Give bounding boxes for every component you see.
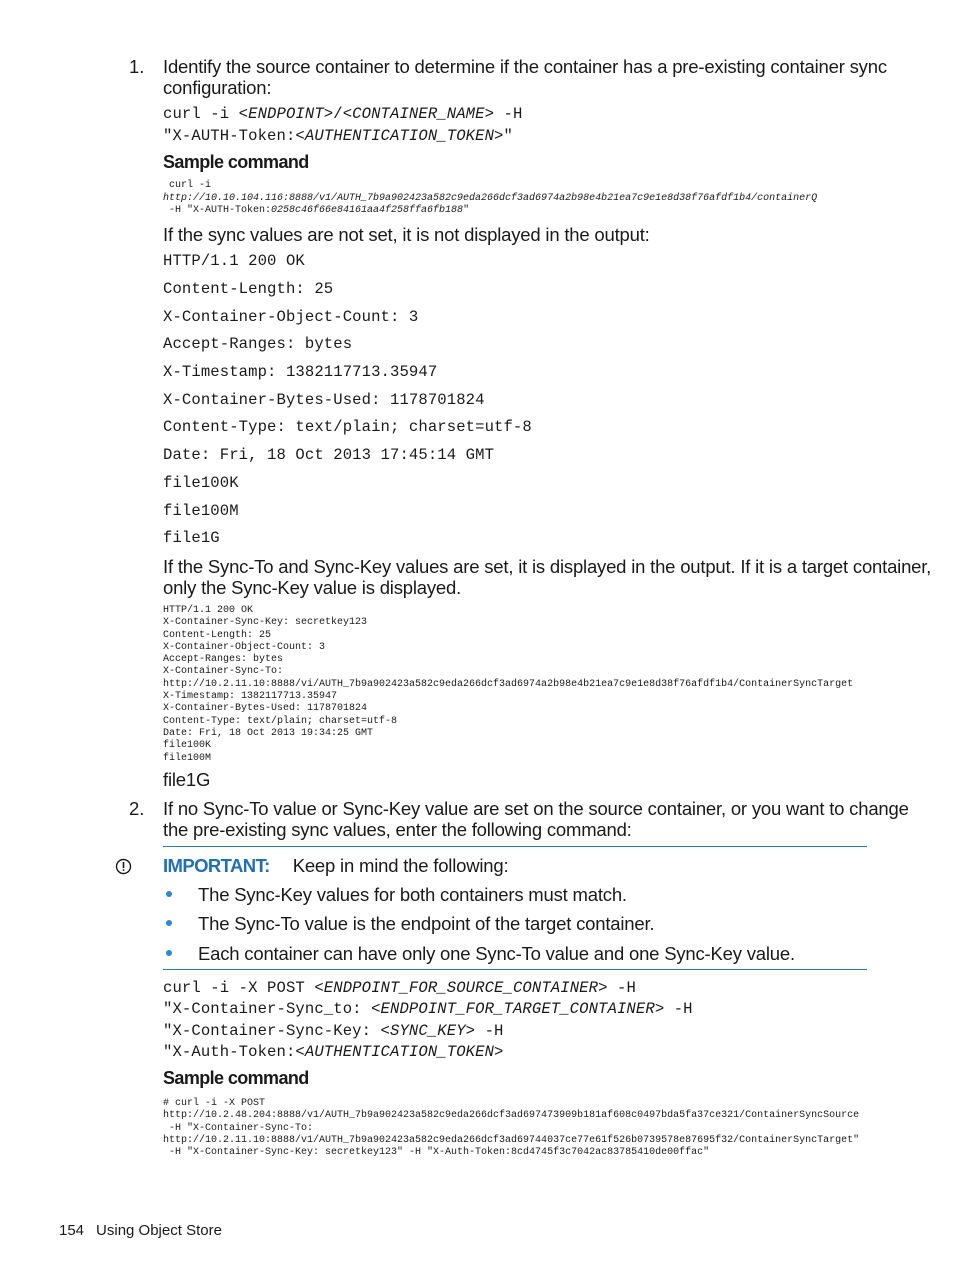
output-1-line: Content-Length: 25 [163, 280, 334, 298]
sync-set-text-line-2: only the Sync-Key value is displayed. [163, 577, 462, 598]
output-1-line: HTTP/1.1 200 OK [163, 252, 305, 270]
page-number: 154 [59, 1222, 85, 1239]
important-icon [115, 858, 132, 875]
sample-command-heading-1: Sample command [163, 152, 309, 172]
step-2-text-line-2: the pre-existing sync values, enter the following command: [163, 819, 632, 840]
output-1-line: X-Container-Object-Count: 3 [163, 308, 419, 326]
output-1-line: X-Timestamp: 1382117713.35947 [163, 363, 438, 381]
command-2-line-3: "X-Container-Sync-Key: <SYNC_KEY> -H [163, 1022, 504, 1040]
output-1-line: Date: Fri, 18 Oct 2013 17:45:14 GMT [163, 446, 495, 464]
sample-command-1-line-1: curl -i [163, 180, 212, 191]
important-bottom-rule [163, 969, 867, 970]
sample-command-1-line-3: -H "X-AUTH-Token:0258c46f66e84161aa4f258ffa6fb188" [163, 205, 470, 216]
output-1-line: file100K [163, 474, 239, 492]
bullet-icon [166, 950, 172, 956]
important-label: IMPORTANT: [163, 855, 270, 876]
command-1-line-2: "X-AUTH-Token:<AUTHENTICATION_TOKEN>" [163, 127, 513, 145]
sample-command-heading-2: Sample command [163, 1068, 309, 1088]
output-1-line: Accept-Ranges: bytes [163, 335, 353, 353]
sync-not-set-text: If the sync values are not set, it is not displayed in the output: [163, 224, 650, 245]
output-2-block: HTTP/1.1 200 OK X-Container-Sync-Key: secretkey123 Content-Length: 25 X-Container-Object-Count: 3 Accept-Ranges: bytes X-Container-Sync-To: http://10.2.11.10:8888/vi/AUTH_7b9a902423a582c9eda266dcf3ad6974a2b98e4b21ea7c9e1e8d38f76afdf1b4/ContainerSyncTarget X-Timestamp: 1382117713.35947 X-Container-Bytes-Used: 1178701824 Content-Type: text/plain; charset=utf-8 Date: Fri, 18 Oct 2013 19:34:25 GMT file100K file100M [163, 605, 854, 764]
command-2-line-4: "X-Auth-Token:<AUTHENTICATION_TOKEN> [163, 1043, 504, 1061]
output-1-line: Content-Type: text/plain; charset=utf-8 [163, 418, 532, 436]
page-footer [59, 1222, 222, 1239]
bullet-icon [166, 891, 172, 897]
important-bullet-1: The Sync-Key values for both containers must match. [198, 884, 627, 905]
important-intro: Keep in mind the following: [292, 855, 509, 876]
important-bullet-3: Each container can have only one Sync-To value and one Sync-Key value. [198, 943, 795, 964]
sync-set-text-line-1: If the Sync-To and Sync-Key values are set, it is displayed in the output. If it is a target container, [163, 556, 932, 577]
output-1-line: file100M [163, 502, 239, 520]
footer-section-title: Using Object Store [96, 1222, 222, 1239]
output-1-line: X-Container-Bytes-Used: 1178701824 [163, 391, 485, 409]
bullet-icon [166, 920, 172, 926]
sample-command-2-block: # curl -i -X POST http://10.2.48.204:8888/v1/AUTH_7b9a902423a582c9eda266dcf3ad697473909b181af608c0497bda5fa37ce321/ContainerSyncSource -H "X-Container-Sync-To: http://10.2.11.10:8888/v1/AUTH_7b9a902423a582c9eda266dcf3ad69744037ce77e61f526b0739578e87695f32/ContainerSyncTarget" -H "X-Container-Sync-Key: secretkey123" -H "X-Auth-Token:8cd4745f3c7042ac83785410de00ffac" [163, 1098, 860, 1159]
step-1-text-line-2: configuration: [163, 77, 272, 98]
command-1-line-1: curl -i <ENDPOINT>/<CONTAINER_NAME> -H [163, 105, 523, 123]
step-2-text-line-1: If no Sync-To value or Sync-Key value are set on the source container, or you want to change [163, 798, 909, 819]
output-1-line: file1G [163, 529, 220, 547]
important-top-rule [163, 846, 867, 847]
sample-command-1-line-2: http://10.10.104.116:8888/v1/AUTH_7b9a902423a582c9eda266dcf3ad6974a2b98e4b21ea7c9e1e8d38f76afdf1b4/containerQ [163, 193, 818, 204]
step-1-number: 1. [129, 56, 145, 77]
important-bullet-2: The Sync-To value is the endpoint of the target container. [198, 913, 655, 934]
output-2-last-line: file1G [163, 769, 211, 790]
command-2-line-2: "X-Container-Sync_to: <ENDPOINT_FOR_TARGET_CONTAINER> -H [163, 1000, 693, 1018]
step-2-number: 2. [129, 798, 145, 819]
command-2-line-1: curl -i -X POST <ENDPOINT_FOR_SOURCE_CONTAINER> -H [163, 979, 636, 997]
important-note [163, 855, 508, 876]
step-1-text-line-1: Identify the source container to determine if the container has a pre-existing container sync [163, 56, 887, 77]
